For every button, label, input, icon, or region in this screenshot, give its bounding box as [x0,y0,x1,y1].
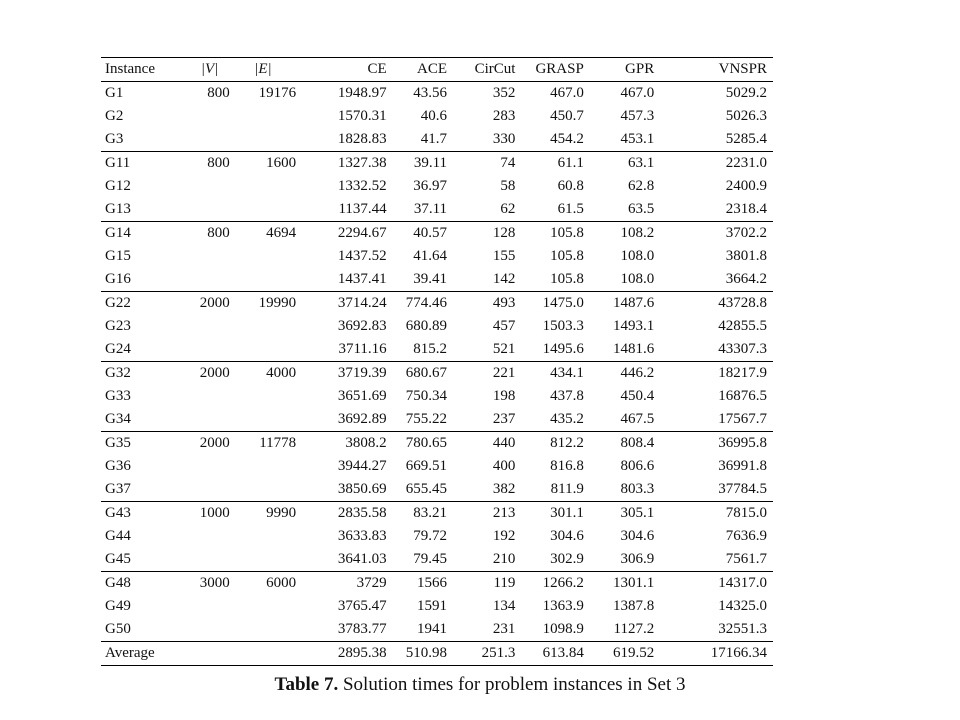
solution-times-table [101,57,773,666]
table-cell: 1266.2 [515,572,583,596]
table-cell: 2318.4 [725,201,767,217]
table-body [101,82,773,642]
table-cell: 815.2 [413,341,448,357]
table-cell: 3702.2 [654,222,773,246]
average-cell: 613.84 [515,642,583,666]
table-cell: 2835.58 [296,502,387,526]
table-cell: 4000 [230,362,296,386]
table-cell: 6000 [230,572,296,596]
table-row [101,572,773,596]
average-cell: 619.52 [584,642,654,666]
table-cell: 3633.83 [337,528,387,544]
table-cell: G1 [101,82,190,106]
table-cell: 301.1 [515,502,583,526]
table-row [101,198,773,222]
table-cell: G35 [101,432,190,456]
table-cell: 1332.52 [337,178,387,194]
table-cell: 36.97 [413,178,448,194]
table-cell: G3 [105,131,124,147]
table-row [101,362,773,386]
table-cell: G43 [101,502,190,526]
table-cell: 108.2 [584,222,654,246]
table-cell: 39.11 [387,152,447,176]
table-cell: 237 [492,411,516,427]
table-cell: 213 [447,502,515,526]
table-cell: 811.9 [550,481,584,497]
table-cell: 62 [500,201,516,217]
table-cell: 142 [492,271,516,287]
table-cell: 816.8 [550,458,584,474]
table-cell: 330 [492,131,516,147]
table-cell: 467.0 [584,82,654,106]
table-cell [230,595,296,618]
table-cell: 74 [447,152,515,176]
table-cell: 231 [492,621,516,637]
table-cell: 105.8 [515,222,583,246]
table-row [101,595,773,618]
table-cell: 2294.67 [296,222,387,246]
table-cell: 450.7 [550,108,584,124]
table-cell: 435.2 [550,411,584,427]
table-cell [190,105,230,128]
table-cell: 440 [447,432,515,456]
table-cell: 521 [492,341,516,357]
table-cell: 3711.16 [338,341,387,357]
table-cell: 283 [492,108,516,124]
table-cell: G34 [105,411,131,427]
table-row [101,525,773,548]
table-cell [190,408,230,432]
table-cell: 17567.7 [718,411,767,427]
table-cell [190,128,230,152]
table-cell: 79.45 [413,551,448,567]
column-header: |V| [190,58,230,82]
table-header [101,58,773,82]
table-cell: 808.4 [584,432,654,456]
table-row [101,408,773,432]
column-header: GPR [584,58,654,82]
table-cell: 42855.5 [718,318,767,334]
table-cell: 108.0 [620,248,655,264]
column-header: CirCut [447,58,515,82]
table-cell [230,408,296,432]
table-cell: 812.2 [515,432,583,456]
table-cell: 1327.38 [296,152,387,176]
column-header: ACE [387,58,447,82]
caption-text: Solution times for problem instances in Set 3 [342,674,686,695]
table-cell: 16876.5 [718,388,767,404]
table-row [101,175,773,198]
table-cell: 304.6 [620,528,655,544]
table-cell: 43307.3 [718,341,767,357]
table-row [101,315,773,338]
table-cell: 434.1 [515,362,583,386]
table-cell: 105.8 [550,248,584,264]
table-cell: 3729 [296,572,387,596]
table-cell: 3641.03 [337,551,387,567]
table-cell: G24 [105,341,131,357]
table-cell: 3944.27 [337,458,387,474]
table-cell: 128 [447,222,515,246]
table-cell: 774.46 [387,292,447,316]
table-row [101,502,773,526]
table-cell: G33 [105,388,131,404]
table-cell [230,105,296,128]
table-cell: 19990 [230,292,296,316]
table-cell: 119 [447,572,515,596]
average-cell: 251.3 [447,642,515,666]
table-cell: 1591 [417,598,448,614]
table-cell: 3719.39 [296,362,387,386]
table-row [101,128,773,152]
column-header: GRASP [515,58,583,82]
table-cell: 41.7 [420,131,448,147]
table-cell: 79.72 [413,528,448,544]
table-cell: 3808.2 [296,432,387,456]
table-cell [190,338,230,362]
table-cell: 302.9 [550,551,584,567]
table-cell: 210 [492,551,516,567]
table-cell: 62.8 [627,178,655,194]
table-cell: 61.1 [515,152,583,176]
table-cell: 32551.3 [718,621,767,637]
table-cell: G14 [101,222,190,246]
table-cell: 3801.8 [725,248,767,264]
table-cell [230,128,296,152]
table-cell: 3765.47 [337,598,387,614]
table-cell: 63.1 [584,152,654,176]
table-row [101,82,773,106]
table-cell: 83.21 [387,502,447,526]
table-cell: 2000 [190,432,230,456]
table-cell [230,478,296,502]
table-cell: 1475.0 [515,292,583,316]
table-cell: 105.8 [550,271,584,287]
table-cell: 198 [492,388,516,404]
table-caption [0,674,960,696]
table-cell: G15 [105,248,131,264]
table-cell: 1301.1 [584,572,654,596]
table-cell [190,548,230,572]
table-cell: 3651.69 [337,388,387,404]
table-cell: 1437.41 [337,271,387,287]
table-cell: G49 [105,598,131,614]
table-cell [230,245,296,268]
table-cell: 37784.5 [718,481,767,497]
table-cell: G22 [101,292,190,316]
table-row [101,222,773,246]
table-cell: 306.9 [620,551,655,567]
table-cell: 382 [492,481,516,497]
column-header: CE [296,58,387,82]
table-cell: G11 [101,152,190,176]
table-cell: 655.45 [405,481,448,497]
table-cell: 1487.6 [584,292,654,316]
table-cell: 7815.0 [654,502,773,526]
table-cell: 3664.2 [725,271,767,287]
table-cell: 304.6 [550,528,584,544]
table-row [101,268,773,292]
column-header: Instance [101,58,190,82]
table-cell [230,548,296,572]
table-cell: 40.57 [387,222,447,246]
table-cell: 134 [492,598,516,614]
table-cell: 3000 [190,572,230,596]
table-cell: G32 [101,362,190,386]
table-cell: 5029.2 [654,82,773,106]
table-row [101,152,773,176]
table-cell: 18217.9 [654,362,773,386]
table-cell: 1566 [387,572,447,596]
table-cell [230,315,296,338]
table-cell: 446.2 [584,362,654,386]
table-cell: 7636.9 [725,528,767,544]
table-cell: 2000 [190,362,230,386]
table-cell: 803.3 [620,481,655,497]
table-cell [230,618,296,642]
table-cell: 4694 [230,222,296,246]
table-cell: 19176 [230,82,296,106]
table-cell: 450.4 [620,388,655,404]
table-cell: 806.6 [620,458,655,474]
table-cell: 1137.44 [338,201,387,217]
average-cell [190,642,230,666]
table-cell: 14317.0 [654,572,773,596]
table-cell: 43.56 [387,82,447,106]
table-cell: 305.1 [584,502,654,526]
table-cell: G2 [105,108,124,124]
table-cell: 5285.4 [725,131,767,147]
table-cell: 14325.0 [718,598,767,614]
table-cell: 669.51 [405,458,448,474]
table-cell: 7561.7 [725,551,767,567]
table-cell: 453.1 [620,131,655,147]
table-cell: 1000 [190,502,230,526]
table-cell: 437.8 [550,388,584,404]
table-cell: 755.22 [405,411,448,427]
table-cell: 61.5 [557,201,584,217]
table-row [101,478,773,502]
average-cell: 510.98 [387,642,447,666]
table-cell: 1127.2 [613,621,655,637]
table-cell [230,525,296,548]
table-cell: 155 [492,248,516,264]
table-cell: 1363.9 [542,598,584,614]
table-cell: 2000 [190,292,230,316]
table-cell [230,198,296,222]
table-cell: 400 [492,458,516,474]
table-cell [230,338,296,362]
table-cell: G48 [101,572,190,596]
table-cell: 1570.31 [337,108,387,124]
table-row [101,432,773,456]
results-table-container [101,57,773,666]
table-cell: 60.8 [557,178,584,194]
table-row [101,548,773,572]
table-cell: 3692.83 [337,318,387,334]
table-cell: 1098.9 [542,621,584,637]
table-cell: G37 [105,481,131,497]
header-row [101,58,773,82]
table-cell: G13 [105,201,131,217]
table-cell: 457.3 [620,108,655,124]
table-cell: 192 [492,528,516,544]
table-cell: 58 [500,178,516,194]
table-cell: G45 [105,551,131,567]
table-cell: 3783.77 [337,621,387,637]
table-cell: G12 [105,178,131,194]
table-row [101,455,773,478]
table-cell [190,525,230,548]
table-cell: 37.11 [413,201,448,217]
table-cell: 493 [447,292,515,316]
table-cell: 750.34 [405,388,448,404]
table-cell: 36995.8 [654,432,773,456]
table-cell [190,198,230,222]
table-cell: 780.65 [387,432,447,456]
table-cell: 352 [447,82,515,106]
table-cell: G36 [105,458,131,474]
table-cell: 3850.69 [337,481,387,497]
table-cell: 1600 [230,152,296,176]
table-cell: 680.89 [405,318,448,334]
table-cell [190,268,230,292]
table-cell: 3692.89 [337,411,387,427]
table-cell: 467.0 [515,82,583,106]
table-cell: 1503.3 [542,318,584,334]
table-row [101,105,773,128]
table-cell: 1481.6 [612,341,655,357]
table-row [101,338,773,362]
table-cell: 9990 [230,502,296,526]
table-cell: 108.0 [620,271,655,287]
table-cell [190,478,230,502]
table-cell: 800 [190,152,230,176]
average-cell: Average [101,642,190,666]
table-row [101,618,773,642]
table-cell: 3714.24 [296,292,387,316]
table-cell [190,618,230,642]
table-cell: 43728.8 [654,292,773,316]
table-cell [230,175,296,198]
table-cell: G50 [105,621,131,637]
column-header: |E| [230,58,296,82]
table-cell: 800 [190,222,230,246]
table-cell: 2400.9 [725,178,767,194]
table-cell: 800 [190,82,230,106]
table-cell [190,175,230,198]
table-cell: G16 [105,271,131,287]
table-cell [230,385,296,408]
table-cell: 1493.1 [612,318,655,334]
table-cell: 1387.8 [612,598,655,614]
average-cell: 2895.38 [296,642,387,666]
caption-label: Table 7. [274,674,339,695]
table-cell: 467.5 [620,411,655,427]
average-cell [230,642,296,666]
table-cell [230,268,296,292]
table-cell: 39.41 [413,271,448,287]
table-cell: 221 [447,362,515,386]
table-cell: 1948.97 [296,82,387,106]
table-cell: 1437.52 [337,248,387,264]
table-cell: 680.67 [387,362,447,386]
table-cell [190,595,230,618]
table-cell: 40.6 [420,108,448,124]
table-cell: 63.5 [627,201,655,217]
average-row [101,642,773,666]
table-cell: G23 [105,318,131,334]
table-cell [190,385,230,408]
table-footer [101,642,773,666]
table-row [101,245,773,268]
table-cell: 1828.83 [337,131,387,147]
column-header: VNSPR [654,58,773,82]
table-cell: 11778 [230,432,296,456]
table-cell [190,315,230,338]
table-cell: 1941 [417,621,448,637]
average-cell: 17166.34 [654,642,773,666]
table-cell [230,455,296,478]
table-cell: 454.2 [550,131,584,147]
table-cell: G44 [105,528,131,544]
table-row [101,292,773,316]
table-cell: 457 [492,318,516,334]
table-cell [190,455,230,478]
table-cell [190,245,230,268]
table-row [101,385,773,408]
table-cell: 2231.0 [654,152,773,176]
table-cell: 5026.3 [725,108,767,124]
table-cell: 36991.8 [718,458,767,474]
table-cell: 1495.6 [542,341,584,357]
table-cell: 41.64 [413,248,448,264]
